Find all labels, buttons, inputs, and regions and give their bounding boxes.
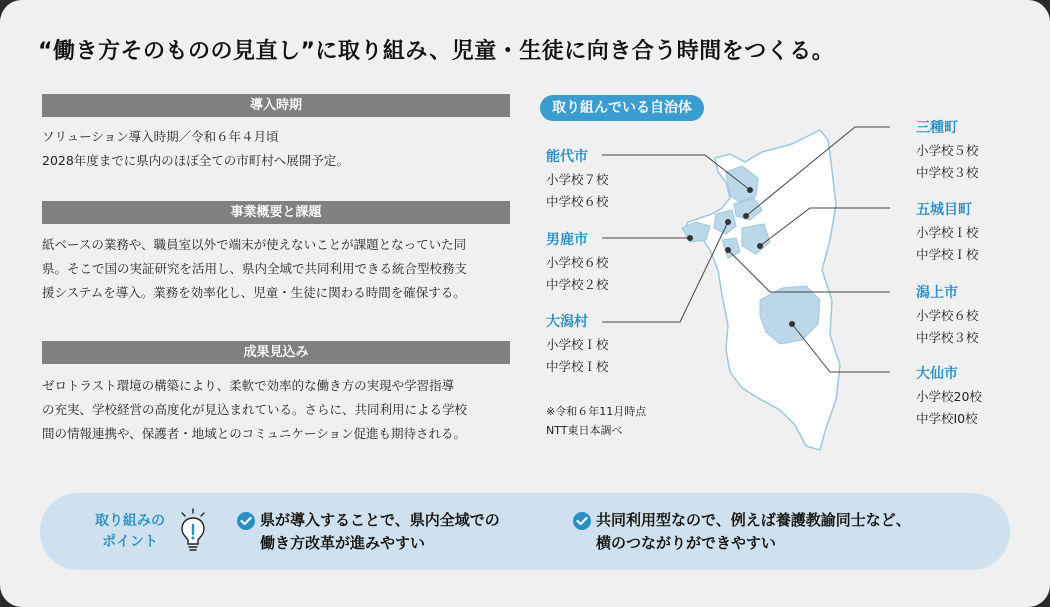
municipality-name: 大潟村 [546,314,588,330]
marker-katagami [725,247,731,253]
section-text-overview [42,233,512,305]
junior-high-count: 中学校３校 [916,330,979,345]
municipality-name: 潟上市 [916,285,958,301]
municipality-name: 三種町 [916,120,958,136]
elementary-count: 小学校５校 [916,143,979,158]
elementary-count: 小学校Ｉ校 [546,337,609,352]
key-point-text [596,509,911,555]
text-line: の充実、学校経営の高度化が見込まれている。さらに、共同利用による学校 [42,402,468,417]
label-line: 取り組みの [95,513,165,529]
point-line: 共同利用型なので、例えば養護教諭同士など、 [596,511,911,529]
municipality-name: 能代市 [546,149,588,165]
elementary-count: 小学校Ｉ校 [916,225,979,240]
key-point-1 [236,509,500,555]
section-title-expected-results: 成果見込み [42,341,510,364]
elementary-count: 小学校７校 [546,172,609,187]
text-line: 2028年度までに県内のほぼ全ての市町村へ展開予定。 [42,153,349,168]
marker-ogata [725,219,731,225]
text-line: 県。そこで国の実証研究を活用し、県内全域で共同利用できる統合型校務支 [42,261,468,276]
marker-gojome [757,243,763,249]
text-line: 間の情報連携や、保護者・地域とのコミュニケーション促進も期待される。 [42,426,467,441]
key-points-bar [40,493,1010,570]
map-title: 取り組んでいる自治体 [540,95,704,121]
elementary-count: 小学校20校 [916,389,982,404]
municipality-oga [546,228,609,296]
label-line: ポイント [102,534,158,550]
elementary-count: 小学校６校 [916,308,979,323]
junior-high-count: 中学校Ｉ校 [546,359,609,374]
municipality-noshiro [546,145,609,213]
junior-high-count: 中学校３校 [916,165,979,180]
point-line: 働き方改革が進みやすい [260,534,426,552]
text-line: ソリューション導入時期／令和６年４月頃 [42,129,279,144]
junior-high-count: 中学校I0校 [916,411,978,426]
point-line: 県が導入することで、県内全域での [260,511,500,529]
municipality-name: 大仙市 [916,366,958,382]
municipality-mitane [916,116,979,184]
note-line: NTT東日本調べ [546,424,623,437]
municipality-katagami [916,281,979,349]
municipality-name: 五城目町 [916,202,972,218]
section-title-overview: 事業概要と課題 [42,201,510,224]
marker-oga [687,235,693,241]
junior-high-count: 中学校Ｉ校 [916,247,979,262]
municipality-ogata [546,310,609,378]
point-line: 横のつながりができやすい [596,534,777,552]
elementary-count: 小学校６校 [546,255,609,270]
source-note [546,402,646,440]
municipality-name: 男鹿市 [546,232,588,248]
check-circle-icon [572,511,592,531]
municipality-daisen [916,362,982,430]
text-line: 援システムを導入。業務を効率化し、児童・生徒に関わる時間を確保する。 [42,285,466,300]
text-line: ゼロトラスト環境の構築により、柔軟で効率的な働き方の実現や学習指導 [42,378,455,393]
section-title-intro-period: 導入時期 [42,94,510,117]
marker-noshiro [747,187,753,193]
prefecture-outline [684,130,840,450]
lightbulb-icon [178,508,208,554]
note-line: ※令和６年11月時点 [546,405,647,418]
text-line: 紙ベースの業務や、職員室以外で端末が使えないことが課題となっていた同 [42,237,467,252]
key-point-text [260,509,500,555]
junior-high-count: 中学校２校 [546,277,609,292]
marker-daisen [789,321,795,327]
headline: “働き方そのものの見直し”に取り組み、児童・生徒に向き合う時間をつくる。 [38,39,835,64]
marker-mitane [743,213,749,219]
junior-high-count: 中学校６校 [546,194,609,209]
key-point-2 [572,509,911,555]
section-text-intro-period [42,125,512,173]
check-circle-icon [236,511,256,531]
municipality-gojome [916,198,979,266]
key-points-label [80,511,180,553]
section-text-expected-results [42,374,512,446]
